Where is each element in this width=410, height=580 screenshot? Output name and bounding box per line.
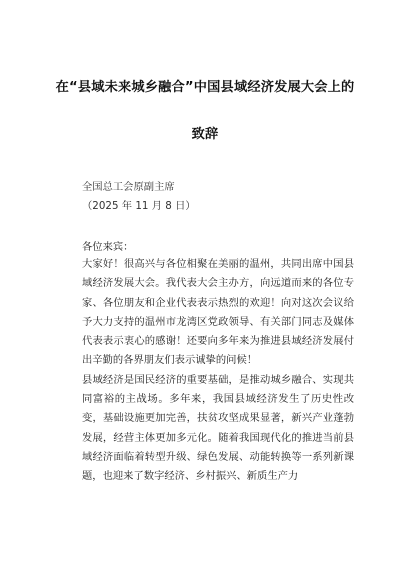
salutation: 各位来宾： (82, 241, 134, 253)
speech-body (82, 255, 354, 487)
document-title-line-1: 在“县域未来城乡融合”中国县域经济发展大会上的 (55, 80, 355, 95)
paragraph: 大家好！很高兴与各位相聚在美丽的温州，共同出席中国县域经济发展大会。我代表大会主办方，向远道而来的各位专家、各位朋友和企业代表表示热烈的欢迎！向对这次会议给予大力支持的温州市龙湾区党政领导、有关部门同志及媒体代表表示衷心的感谢！还要向多年来为推进县域经济发展付出辛勤的各界朋友们表示诚挚的问候！ (82, 258, 354, 367)
speaker-title: 全国总工会原副主席 (82, 181, 175, 193)
paragraph: 县域经济是国民经济的重要基础，是推动城乡融合、实现共同富裕的主战场。多年来，我国县域经济发生了历史性改变，基础设施更加完善，扶贫攻坚成果显著，新兴产业蓬勃发展，经营主体更加多元化。随着我国现代化的推进当前县域经济面临着转型升级、绿色发展、动能转换等一系列新课题，也迎来了数字经济、乡村振兴、新质生产力 (82, 373, 354, 483)
speech-date: （2025 年 11 月 8 日） (82, 200, 196, 212)
document-title-line-2: 致辞 (191, 127, 219, 142)
